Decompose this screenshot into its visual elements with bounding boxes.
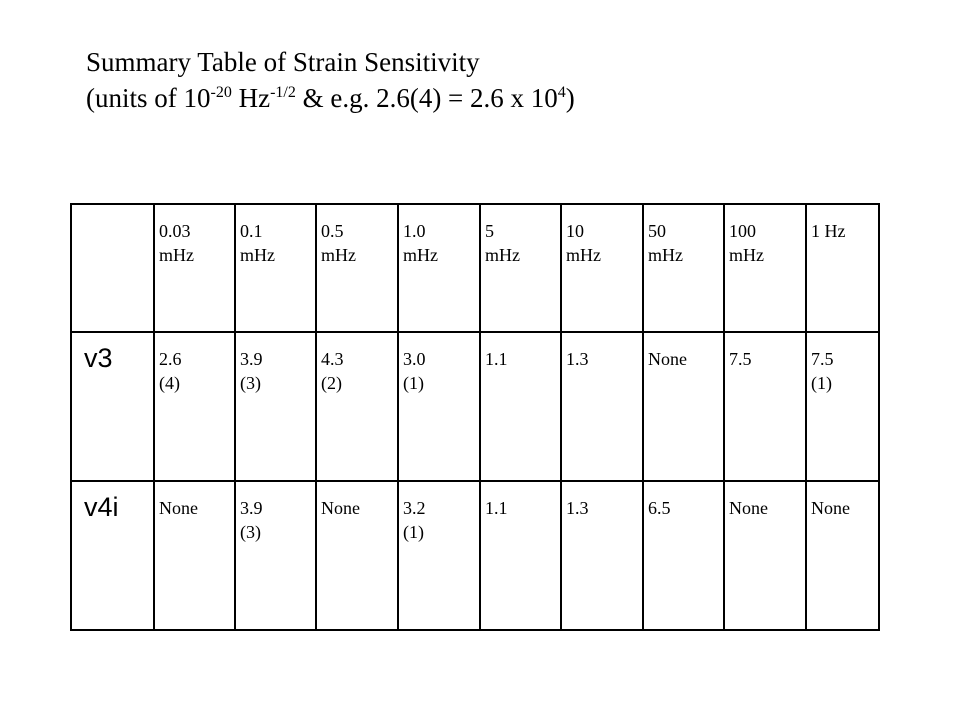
data-cell <box>480 481 561 630</box>
table-row-v4i <box>71 481 879 630</box>
header-frequency: 0.1 mHz <box>240 221 275 265</box>
sensitivity-value: 7.5 <box>729 349 752 369</box>
strain-sensitivity-table <box>70 203 880 631</box>
sensitivity-value: 4.3 (2) <box>321 349 344 393</box>
data-cell <box>398 481 480 630</box>
row-label-cell <box>71 481 154 630</box>
data-cell <box>398 332 480 481</box>
table-corner-cell <box>71 204 154 332</box>
slide-title <box>86 44 575 116</box>
sensitivity-value: None <box>729 498 768 518</box>
sensitivity-value: 3.9 (3) <box>240 349 263 393</box>
sensitivity-value: 6.5 <box>648 498 671 518</box>
sensitivity-value: None <box>159 498 198 518</box>
sensitivity-value: 7.5 (1) <box>811 349 834 393</box>
header-frequency: 0.03 mHz <box>159 221 194 265</box>
sensitivity-value: 3.9 (3) <box>240 498 263 542</box>
title-exponent-2: -1/2 <box>270 84 296 101</box>
sensitivity-value: 1.3 <box>566 349 589 369</box>
sensitivity-value: 3.2 (1) <box>403 498 426 542</box>
title-exponent-1: -20 <box>210 84 232 101</box>
title-exponent-3: 4 <box>557 84 566 101</box>
table-header-row <box>71 204 879 332</box>
row-label: v3 <box>84 343 113 373</box>
header-frequency: 1.0 mHz <box>403 221 438 265</box>
header-cell <box>480 204 561 332</box>
title-example: & e.g. 2.6(4) = 2.6 x 10 <box>295 83 558 113</box>
data-cell <box>806 332 879 481</box>
title-units-hz: Hz <box>231 83 271 113</box>
sensitivity-value: 3.0 (1) <box>403 349 426 393</box>
title-line-1: Summary Table of Strain Sensitivity <box>86 47 480 77</box>
header-cell <box>154 204 235 332</box>
data-cell <box>724 332 806 481</box>
header-frequency: 10 mHz <box>566 221 601 265</box>
table-row-v3 <box>71 332 879 481</box>
data-cell <box>724 481 806 630</box>
sensitivity-value: None <box>811 498 850 518</box>
header-cell <box>398 204 480 332</box>
title-line-2 <box>86 80 575 116</box>
header-cell <box>235 204 316 332</box>
data-cell <box>154 332 235 481</box>
data-cell <box>561 332 643 481</box>
title-units-prefix: (units of 10 <box>86 83 211 113</box>
header-frequency: 100 mHz <box>729 221 764 265</box>
sensitivity-value: 1.1 <box>485 498 508 518</box>
header-cell <box>561 204 643 332</box>
header-frequency: 0.5 mHz <box>321 221 356 265</box>
sensitivity-value: 2.6 (4) <box>159 349 182 393</box>
sensitivity-value: 1.1 <box>485 349 508 369</box>
header-frequency: 50 mHz <box>648 221 683 265</box>
sensitivity-value: None <box>321 498 360 518</box>
row-label-cell <box>71 332 154 481</box>
header-cell <box>806 204 879 332</box>
data-cell <box>316 481 398 630</box>
data-cell <box>316 332 398 481</box>
header-cell <box>643 204 724 332</box>
header-frequency: 1 Hz <box>811 221 846 241</box>
data-cell <box>154 481 235 630</box>
header-frequency: 5 mHz <box>485 221 520 265</box>
header-cell <box>316 204 398 332</box>
data-cell <box>561 481 643 630</box>
data-cell <box>235 332 316 481</box>
sensitivity-value: None <box>648 349 687 369</box>
data-cell <box>643 481 724 630</box>
data-cell <box>480 332 561 481</box>
data-cell <box>806 481 879 630</box>
title-close-paren: ) <box>565 83 575 113</box>
header-cell <box>724 204 806 332</box>
data-cell <box>643 332 724 481</box>
row-label: v4i <box>84 492 119 522</box>
data-cell <box>235 481 316 630</box>
sensitivity-value: 1.3 <box>566 498 589 518</box>
